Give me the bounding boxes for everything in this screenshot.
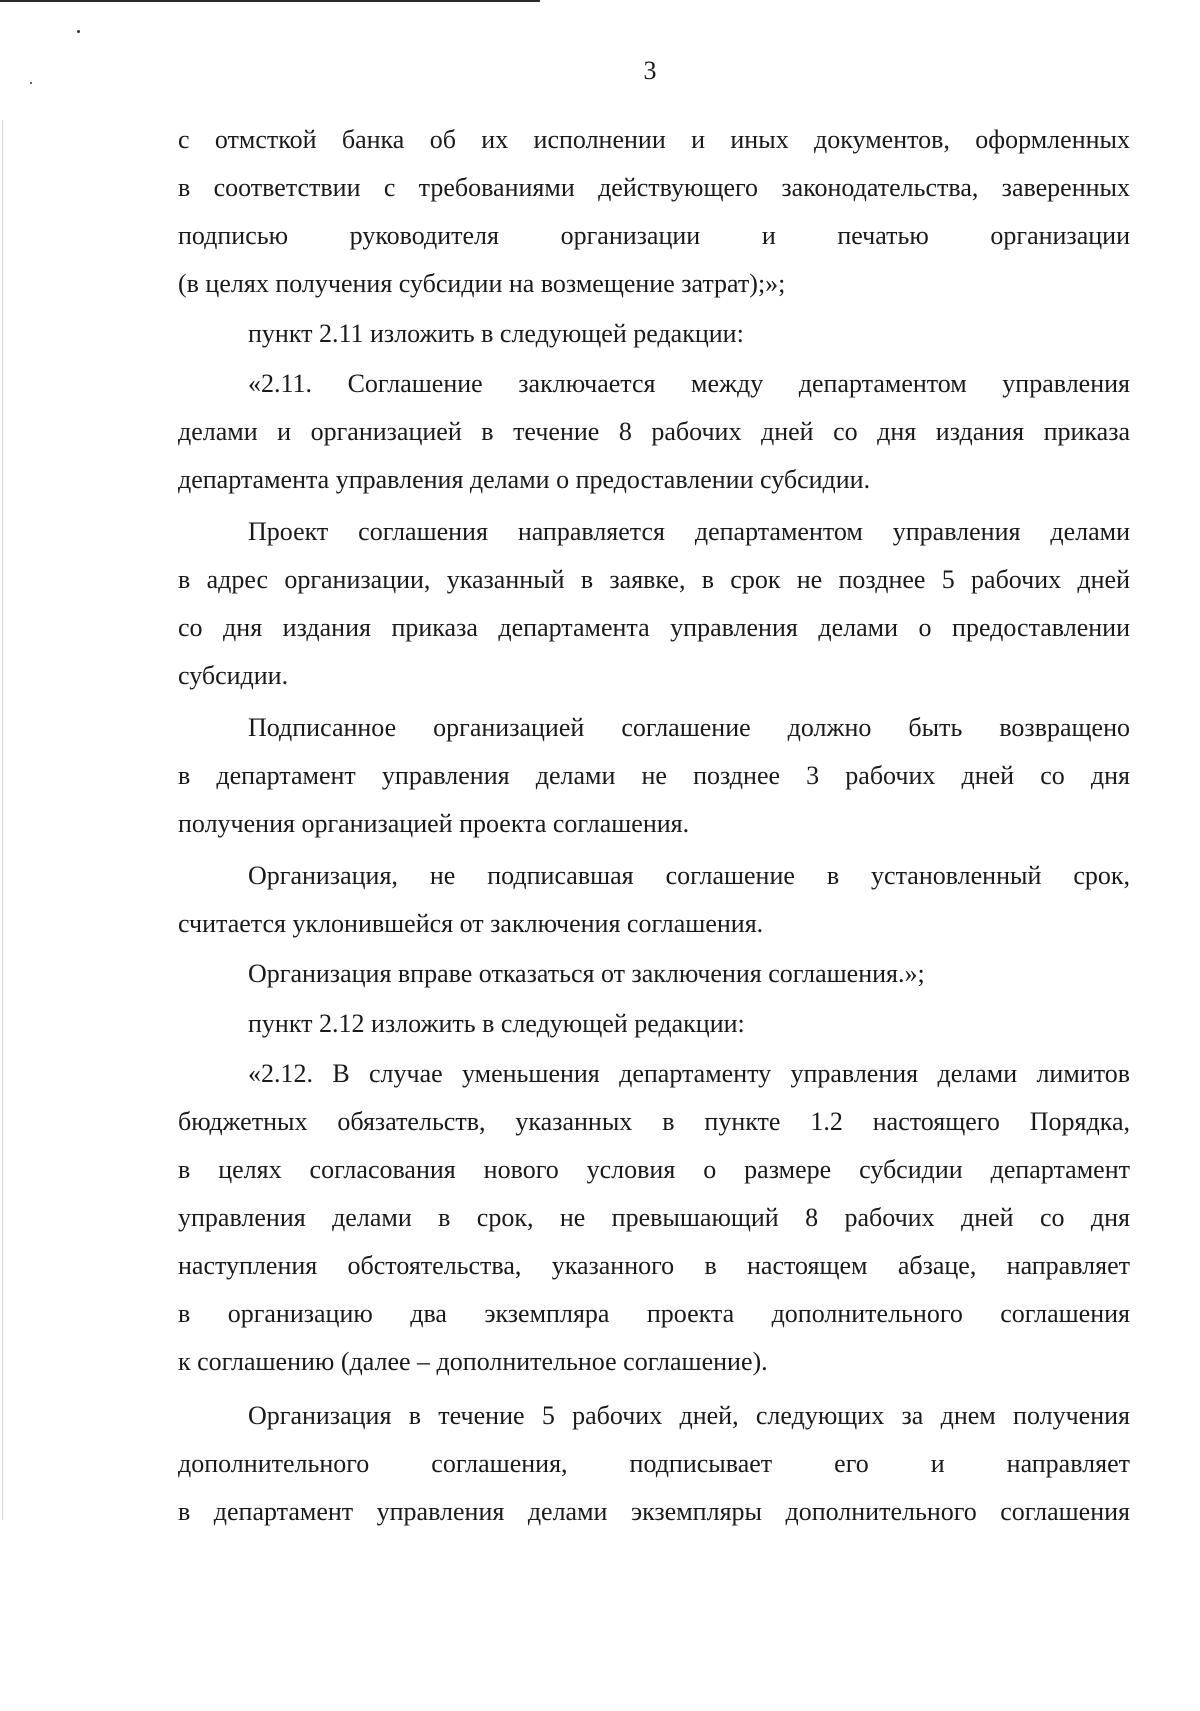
text-line: пункт 2.11 изложить в следующей редакции: xyxy=(248,319,744,348)
text-line: подписью руководителя организации и печатью организации xyxy=(178,221,1130,250)
text-line: получения организацией проекта соглашения. xyxy=(178,809,690,838)
text-line: Организация, не подписавшая соглашение в установленный срок, xyxy=(248,861,1130,890)
text-line: (в целях получения субсидии на возмещение затрат);»; xyxy=(178,269,786,298)
text-line: субсидии. xyxy=(178,661,289,690)
text-line: пункт 2.12 изложить в следующей редакции: xyxy=(248,1009,745,1038)
scan-speck xyxy=(77,30,80,33)
text-line: наступления обстоятельства, указанного в настоящем абзаце, направляет xyxy=(178,1251,1130,1280)
scan-top-border xyxy=(0,0,540,2)
text-line: департамента управления делами о предоставлении субсидии. xyxy=(178,465,871,494)
text-line: Проект соглашения направляется департаментом управления делами xyxy=(248,517,1130,546)
text-line: дополнительного соглашения, подписывает его и направляет xyxy=(178,1449,1130,1478)
scan-left-edge xyxy=(2,120,3,1520)
text-line: Подписанное организацией соглашение должно быть возвращено xyxy=(248,713,1130,742)
text-line: делами и организацией в течение 8 рабочих дней со дня издания приказа xyxy=(178,417,1130,446)
text-line: с отмсткой банка об их исполнении и иных документов, оформленных xyxy=(178,125,1130,154)
text-line: считается уклонившейся от заключения соглашения. xyxy=(178,909,764,938)
text-line: в департамент управления делами не позднее 3 рабочих дней со дня xyxy=(178,761,1130,790)
text-line: в департамент управления делами экземпляры дополнительного соглашения xyxy=(178,1497,1130,1526)
text-line: в соответствии с требованиями действующего законодательства, заверенных xyxy=(178,173,1130,202)
text-line: со дня издания приказа департамента управления делами о предоставлении xyxy=(178,613,1130,642)
text-line: «2.11. Соглашение заключается между департаментом управления xyxy=(248,369,1130,398)
text-line: к соглашению (далее – дополнительное соглашение). xyxy=(178,1347,768,1376)
text-line: в организацию два экземпляра проекта дополнительного соглашения xyxy=(178,1299,1130,1328)
text-line: Организация в течение 5 рабочих дней, следующих за днем получения xyxy=(248,1401,1130,1430)
text-line: управления делами в срок, не превышающий 8 рабочих дней со дня xyxy=(178,1203,1130,1232)
text-line: в целях согласования нового условия о размере субсидии департамент xyxy=(178,1155,1130,1184)
text-line: бюджетных обязательств, указанных в пункте 1.2 настоящего Порядка, xyxy=(178,1107,1130,1136)
text-line: Организация вправе отказаться от заключения соглашения.»; xyxy=(248,959,925,988)
page-number: 3 xyxy=(643,56,657,85)
text-line: «2.12. В случае уменьшения департаменту управления делами лимитов xyxy=(248,1059,1130,1088)
text-line: в адрес организации, указанный в заявке, в срок не позднее 5 рабочих дней xyxy=(178,565,1130,594)
